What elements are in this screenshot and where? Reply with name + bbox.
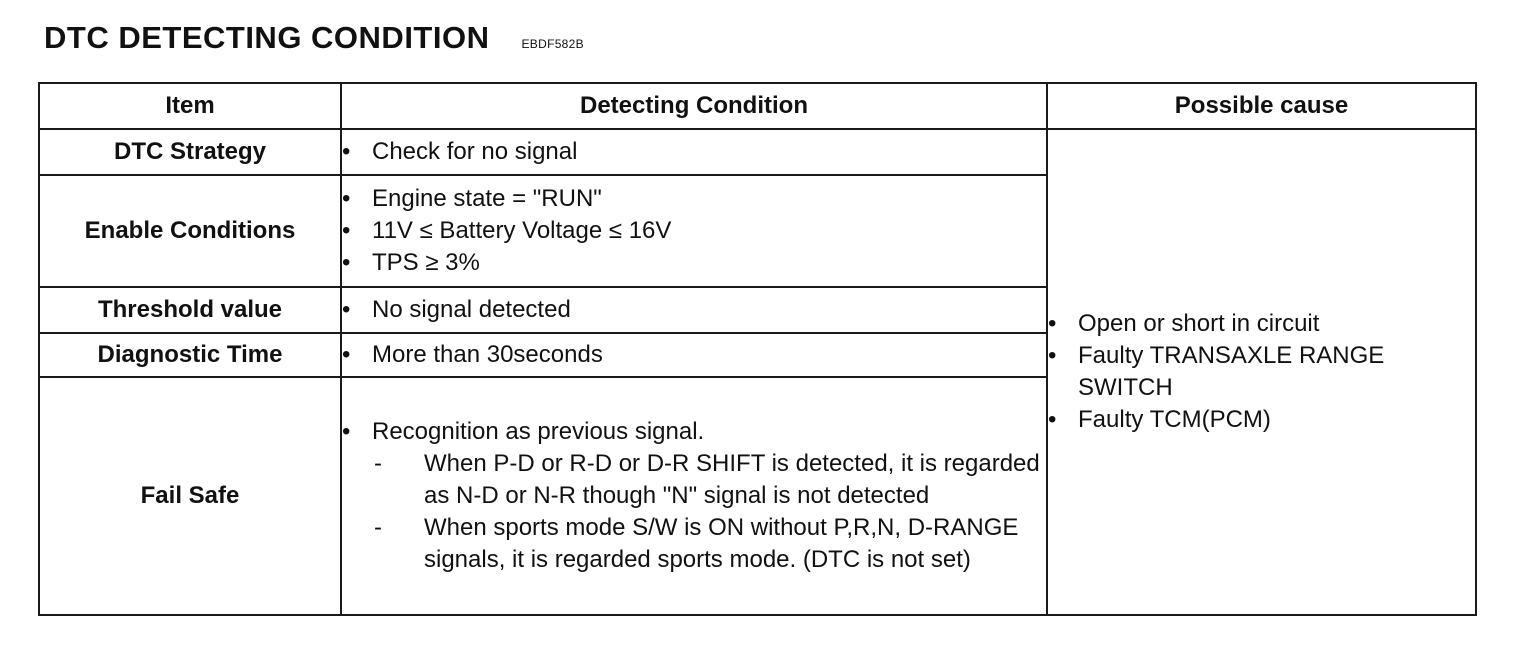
table-header-row (39, 83, 1476, 129)
cause-bullet: • Faulty TRANSAXLE RANGE SWITCH (1048, 340, 1475, 404)
condition-bullet: • Recognition as previous signal. (342, 416, 1046, 448)
item-dtc-strategy: DTC Strategy (39, 129, 341, 175)
header-item: Item (39, 83, 341, 129)
condition-subitem: - When P-D or R-D or D-R SHIFT is detected, it is regarded as N-D or N-R though "N" signal is not detected (342, 448, 1046, 512)
item-enable-conditions: Enable Conditions (39, 175, 341, 287)
header-possible-cause: Possible cause (1047, 83, 1476, 129)
row-dtc-strategy (39, 129, 1476, 175)
page-title: DTC DETECTING CONDITION (44, 20, 490, 55)
dtc-condition-table (38, 82, 1477, 616)
condition-threshold-value (341, 287, 1047, 333)
condition-fail-safe (341, 377, 1047, 615)
cause-bullet: • Open or short in circuit (1048, 308, 1475, 340)
possible-cause-cell (1047, 129, 1476, 615)
condition-subitem: - When sports mode S/W is ON without P,R,N, D-RANGE signals, it is regarded sports mode. (DTC is not set) (342, 512, 1046, 576)
item-fail-safe: Fail Safe (39, 377, 341, 615)
condition-bullet: • No signal detected (342, 294, 1046, 326)
condition-enable-conditions (341, 175, 1047, 287)
condition-bullet: • TPS ≥ 3% (342, 247, 1046, 279)
condition-bullet: • Check for no signal (342, 136, 1046, 168)
title-row (44, 20, 584, 56)
item-threshold-value: Threshold value (39, 287, 341, 333)
cause-bullet: • Faulty TCM(PCM) (1048, 404, 1475, 436)
document-code: EBDF582B (521, 37, 584, 51)
header-detecting-condition: Detecting Condition (341, 83, 1047, 129)
condition-dtc-strategy (341, 129, 1047, 175)
condition-diagnostic-time (341, 333, 1047, 377)
condition-bullet: • 11V ≤ Battery Voltage ≤ 16V (342, 215, 1046, 247)
item-diagnostic-time: Diagnostic Time (39, 333, 341, 377)
condition-bullet: • Engine state = "RUN" (342, 183, 1046, 215)
condition-bullet: • More than 30seconds (342, 339, 1046, 371)
